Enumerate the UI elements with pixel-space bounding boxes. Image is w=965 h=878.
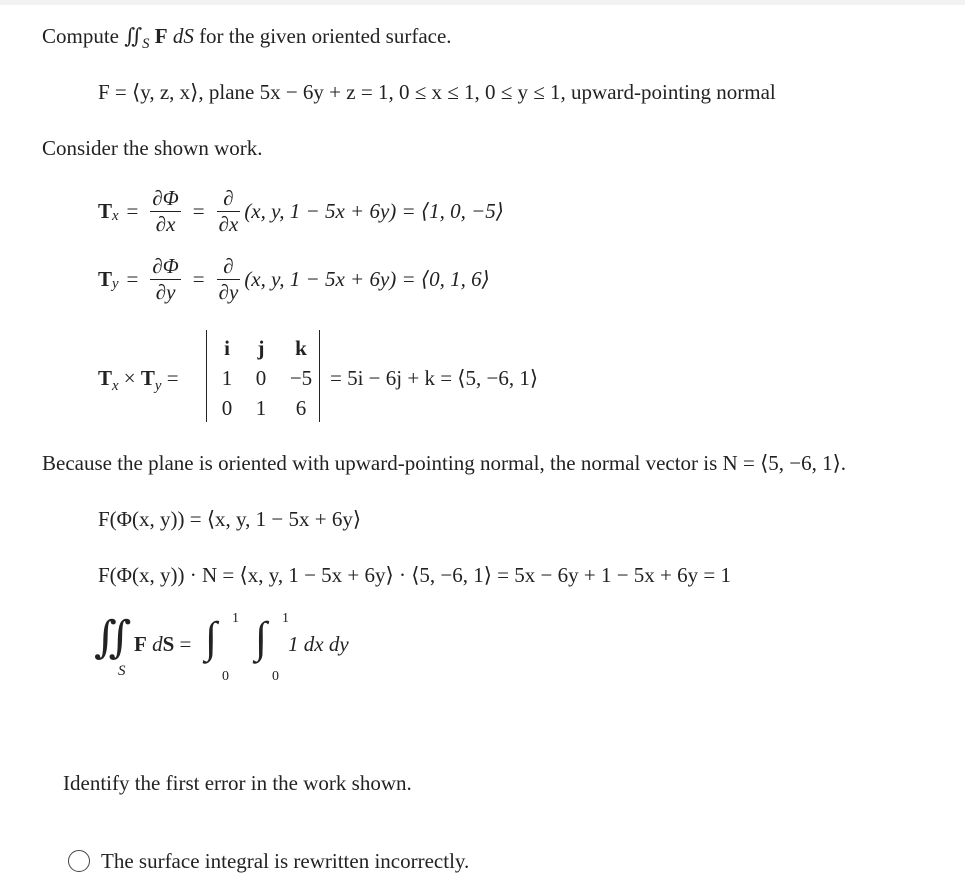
tx-sub: x [112, 208, 119, 225]
work-intro: Consider the shown work. [42, 136, 263, 160]
tx-lhs: T [98, 199, 113, 223]
double-integral-symbol: ∬ [124, 24, 143, 48]
integrand: 1 dx dy [288, 632, 349, 656]
determinant-matrix [206, 330, 320, 422]
outer-upper-limit: 1 [232, 611, 239, 626]
ty-sub: y [112, 276, 119, 293]
matrix-cell: 1 [255, 396, 267, 420]
ty-frac-partial: $\frac{\partial}{\partial y}$ [218, 254, 239, 304]
matrix-cell: j [257, 336, 265, 360]
inner-integral-sign: ∫ [255, 613, 268, 662]
double-integral-sub: S [118, 663, 126, 679]
integral-subscript: S [142, 36, 150, 53]
tx-rhs: (x, y, 1 − 5x + 6y) = ⟨1, 0, −5⟩ [244, 199, 504, 223]
inner-upper-limit: 1 [282, 611, 289, 626]
option-label[interactable]: The surface integral is rewritten incorrectly. [101, 849, 470, 873]
matrix-cell: 0 [255, 366, 267, 390]
outer-integral-sign: ∫ [205, 613, 218, 662]
field-definition: F = ⟨y, z, x⟩, plane 5x − 6y + z = 1, 0 ≤ x ≤ 1, 0 ≤ y ≤ 1, upward-pointing normal [98, 80, 776, 104]
matrix-cell: −5 [289, 366, 313, 390]
question-text: Identify the first error in the work shown. [63, 771, 412, 795]
cross-lhs: $T_x \times T_y$ = [98, 366, 179, 395]
dot-product: F(Φ(x, y)) · N = ⟨x, y, 1 − 5x + 6y⟩ · ⟨5, −6, 1⟩ = 5x − 6y + 1 − 5x + 6y = 1 [98, 563, 731, 587]
tx-frac-partial: $\frac{\partial}{\partial x}$ [218, 186, 239, 236]
matrix-cell: 6 [295, 396, 307, 420]
matrix-cell: 0 [221, 396, 233, 420]
f-of-phi: F(Φ(x, y)) = ⟨x, y, 1 − 5x + 6y⟩ [98, 507, 362, 531]
ty-equation: T y = $\frac{\partial\Phi}{\partial y}$ = $\frac{\partial}{\partial y}$ (x, y, 1 − 5x + 6y) = ⟨0, 1, 6⟩ [98, 254, 490, 304]
normal-statement: Because the plane is oriented with upward-pointing normal, the normal vector is N = ⟨5, −6, 1⟩. [42, 451, 847, 475]
tx-equation: T x = $\frac{\partial\Phi}{\partial x}$ = $\frac{\partial}{\partial x}$ (x, y, 1 − 5x + 6y) = ⟨1, 0, −5⟩ [98, 186, 504, 236]
ty-rhs: (x, y, 1 − 5x + 6y) = ⟨0, 1, 6⟩ [244, 267, 490, 291]
tx-frac-partial-phi: $\frac{\partial\Phi}{\partial x}$ [152, 186, 179, 236]
outer-lower-limit: 0 [222, 669, 229, 684]
vector-field-F: F [154, 24, 168, 48]
top-divider [0, 0, 965, 5]
prompt-prefix: Compute [42, 24, 119, 48]
matrix-cell: 1 [221, 366, 233, 390]
matrix-cell: k [295, 336, 307, 360]
cross-rhs: = 5i − 6j + k = ⟨5, −6, 1⟩ [330, 366, 539, 390]
option-radio[interactable] [68, 850, 90, 872]
double-integral-sign: ∬ [94, 613, 132, 662]
ty-lhs: T [98, 267, 113, 291]
integral-lhs: F dS = [134, 632, 192, 656]
matrix-cell: i [224, 336, 230, 360]
prompt-suffix: for the given oriented surface. [199, 24, 452, 48]
inner-lower-limit: 0 [272, 669, 279, 684]
surface-element: dS [172, 24, 194, 48]
ty-frac-partial-phi: $\frac{\partial\Phi}{\partial y}$ [152, 254, 179, 304]
problem-prompt [42, 24, 452, 53]
